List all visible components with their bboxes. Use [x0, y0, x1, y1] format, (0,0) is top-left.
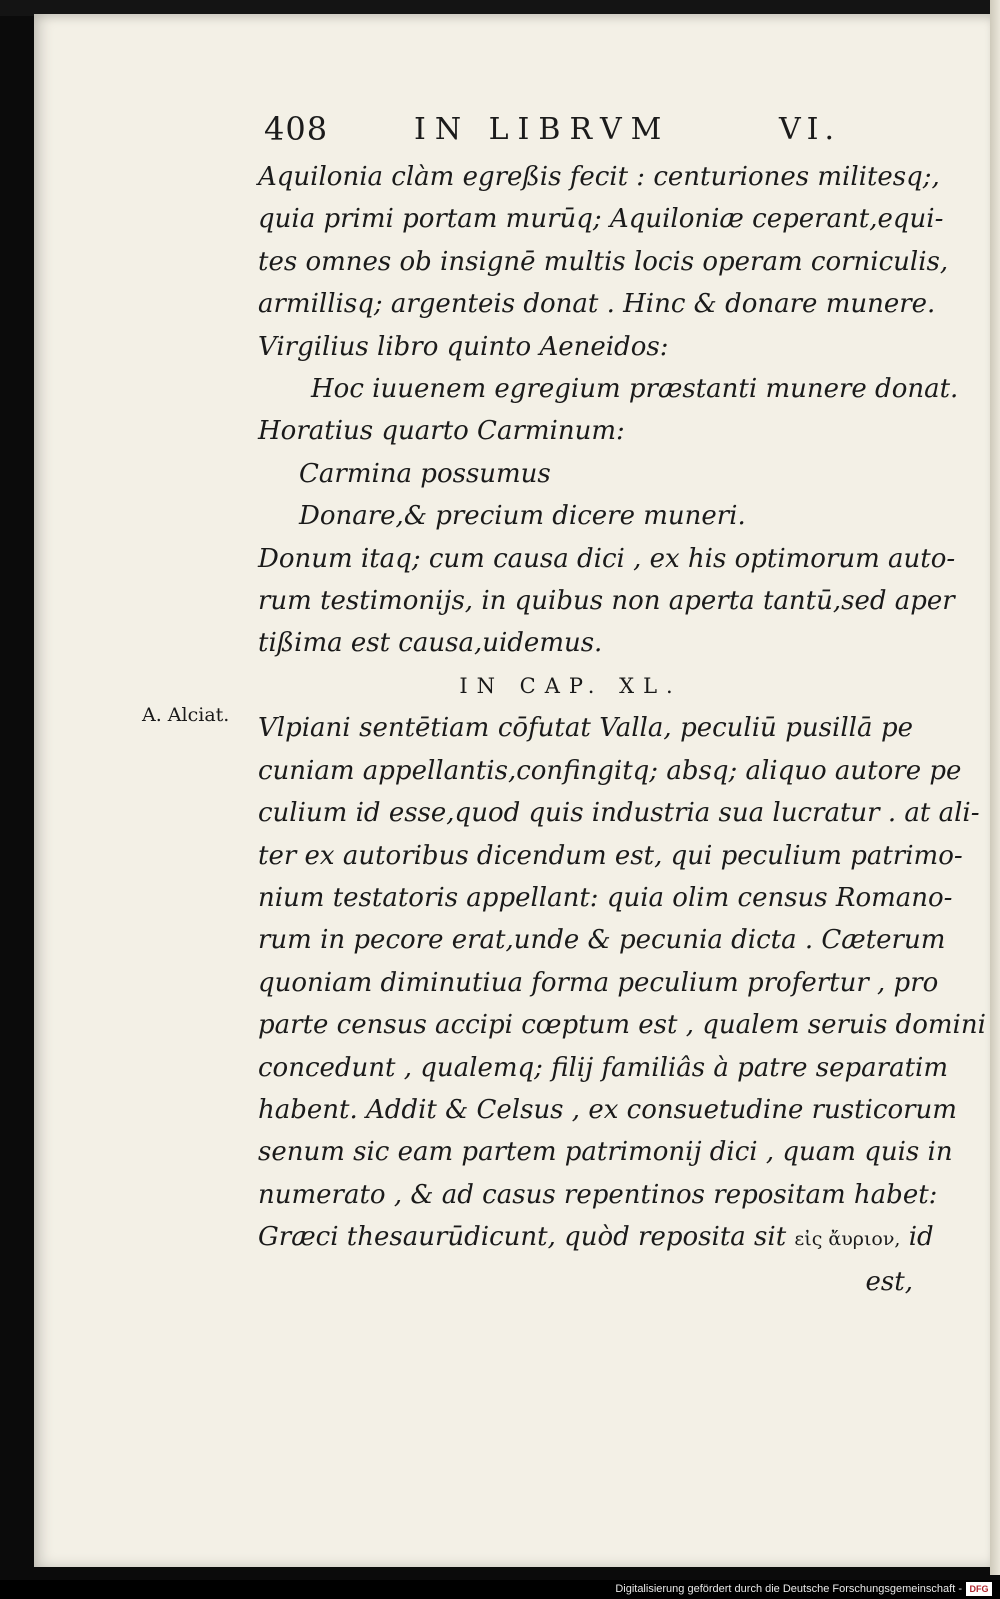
text-line: Virgilius libro quinto Aeneidos: — [258, 331, 669, 362]
text-line: Aquilonia clàm egreßis fecit : centuriones militesq;, — [258, 162, 940, 192]
page-right-edge — [990, 0, 1000, 1575]
text-line: senum sic eam partem patrimonij dici , quam quis in — [258, 1137, 953, 1168]
chapter-heading: IN CAP. XL. — [459, 673, 682, 698]
text-line: numerato , & ad casus repentinos repositam habet: — [258, 1179, 938, 1210]
verse-line-horace: Carmina possumus — [299, 458, 551, 489]
margin-note-alciat: A. Alciat. — [142, 704, 230, 726]
text-line: parte census accipi cœptum est , qualem seruis domini — [258, 1010, 986, 1041]
verse-line-virgil: Hoc iuuenem egregium præstanti munere donat. — [311, 374, 959, 405]
funding-credit: Digitalisierung gefördert durch die Deutsche Forschungsgemeinschaft - — [615, 1583, 962, 1595]
text-line: ter ex autoribus dicendum est, qui peculium patrimo- — [258, 840, 963, 871]
text-line: rum testimonijs, in quibus non aperta tantū,sed aper — [258, 586, 955, 617]
text-line: cuniam appellantis,confingitq; absq; aliquo autore pe — [258, 755, 962, 786]
running-header — [264, 104, 840, 152]
text-line: nium testatoris appellant: quia olim census Romano- — [258, 882, 953, 913]
text-line: habent. Addit & Celsus , ex consuetudine rusticorum — [258, 1094, 957, 1125]
text-line: quia primi portam murūq; Aquiloniæ ceperant,equi- — [258, 204, 944, 235]
body-text — [258, 156, 986, 1303]
text-line: culium id esse,quod quis industria sua lucratur . at ali- — [258, 798, 980, 829]
text-line-last — [258, 1216, 934, 1260]
text-line: tißima est causa,uidemus. — [258, 628, 603, 659]
text-line: armillisq; argenteis donat . Hinc & donare munere. — [258, 289, 936, 320]
text-line: Donum itaq; cum causa dici , ex his optimorum auto- — [258, 543, 956, 574]
text-line: Vlpiani sentētiam cōfutat Valla, peculiū pusillā pe — [258, 713, 913, 744]
dfg-logo: DFG — [966, 1582, 992, 1596]
text-line-horace-intro: Horatius quarto Carminum: — [258, 416, 625, 447]
text-line: concedunt , qualemq; filij familiâs à patre separatim — [258, 1052, 948, 1083]
text-line: quoniam diminutiua forma peculium profertur , pro — [258, 967, 939, 998]
page-number: 408 — [264, 110, 329, 148]
book-number: VI. — [778, 112, 840, 147]
text-line: rum in pecore erat,unde & pecunia dicta . Cæterum — [258, 925, 946, 956]
text-line-end: id — [908, 1222, 934, 1253]
text-line-latin: Græci thesaurūdicunt, quòd reposita sit — [258, 1222, 787, 1253]
greek-phrase: εἰς ἄυριον, — [794, 1228, 901, 1251]
catchword: est, — [865, 1266, 913, 1297]
text-line: tes omnes ob insignē multis locis operam corniculis, — [258, 246, 949, 277]
verse-line-horace: Donare,& precium dicere muneri. — [299, 501, 746, 532]
running-title: IN LIBRVM — [414, 112, 671, 147]
